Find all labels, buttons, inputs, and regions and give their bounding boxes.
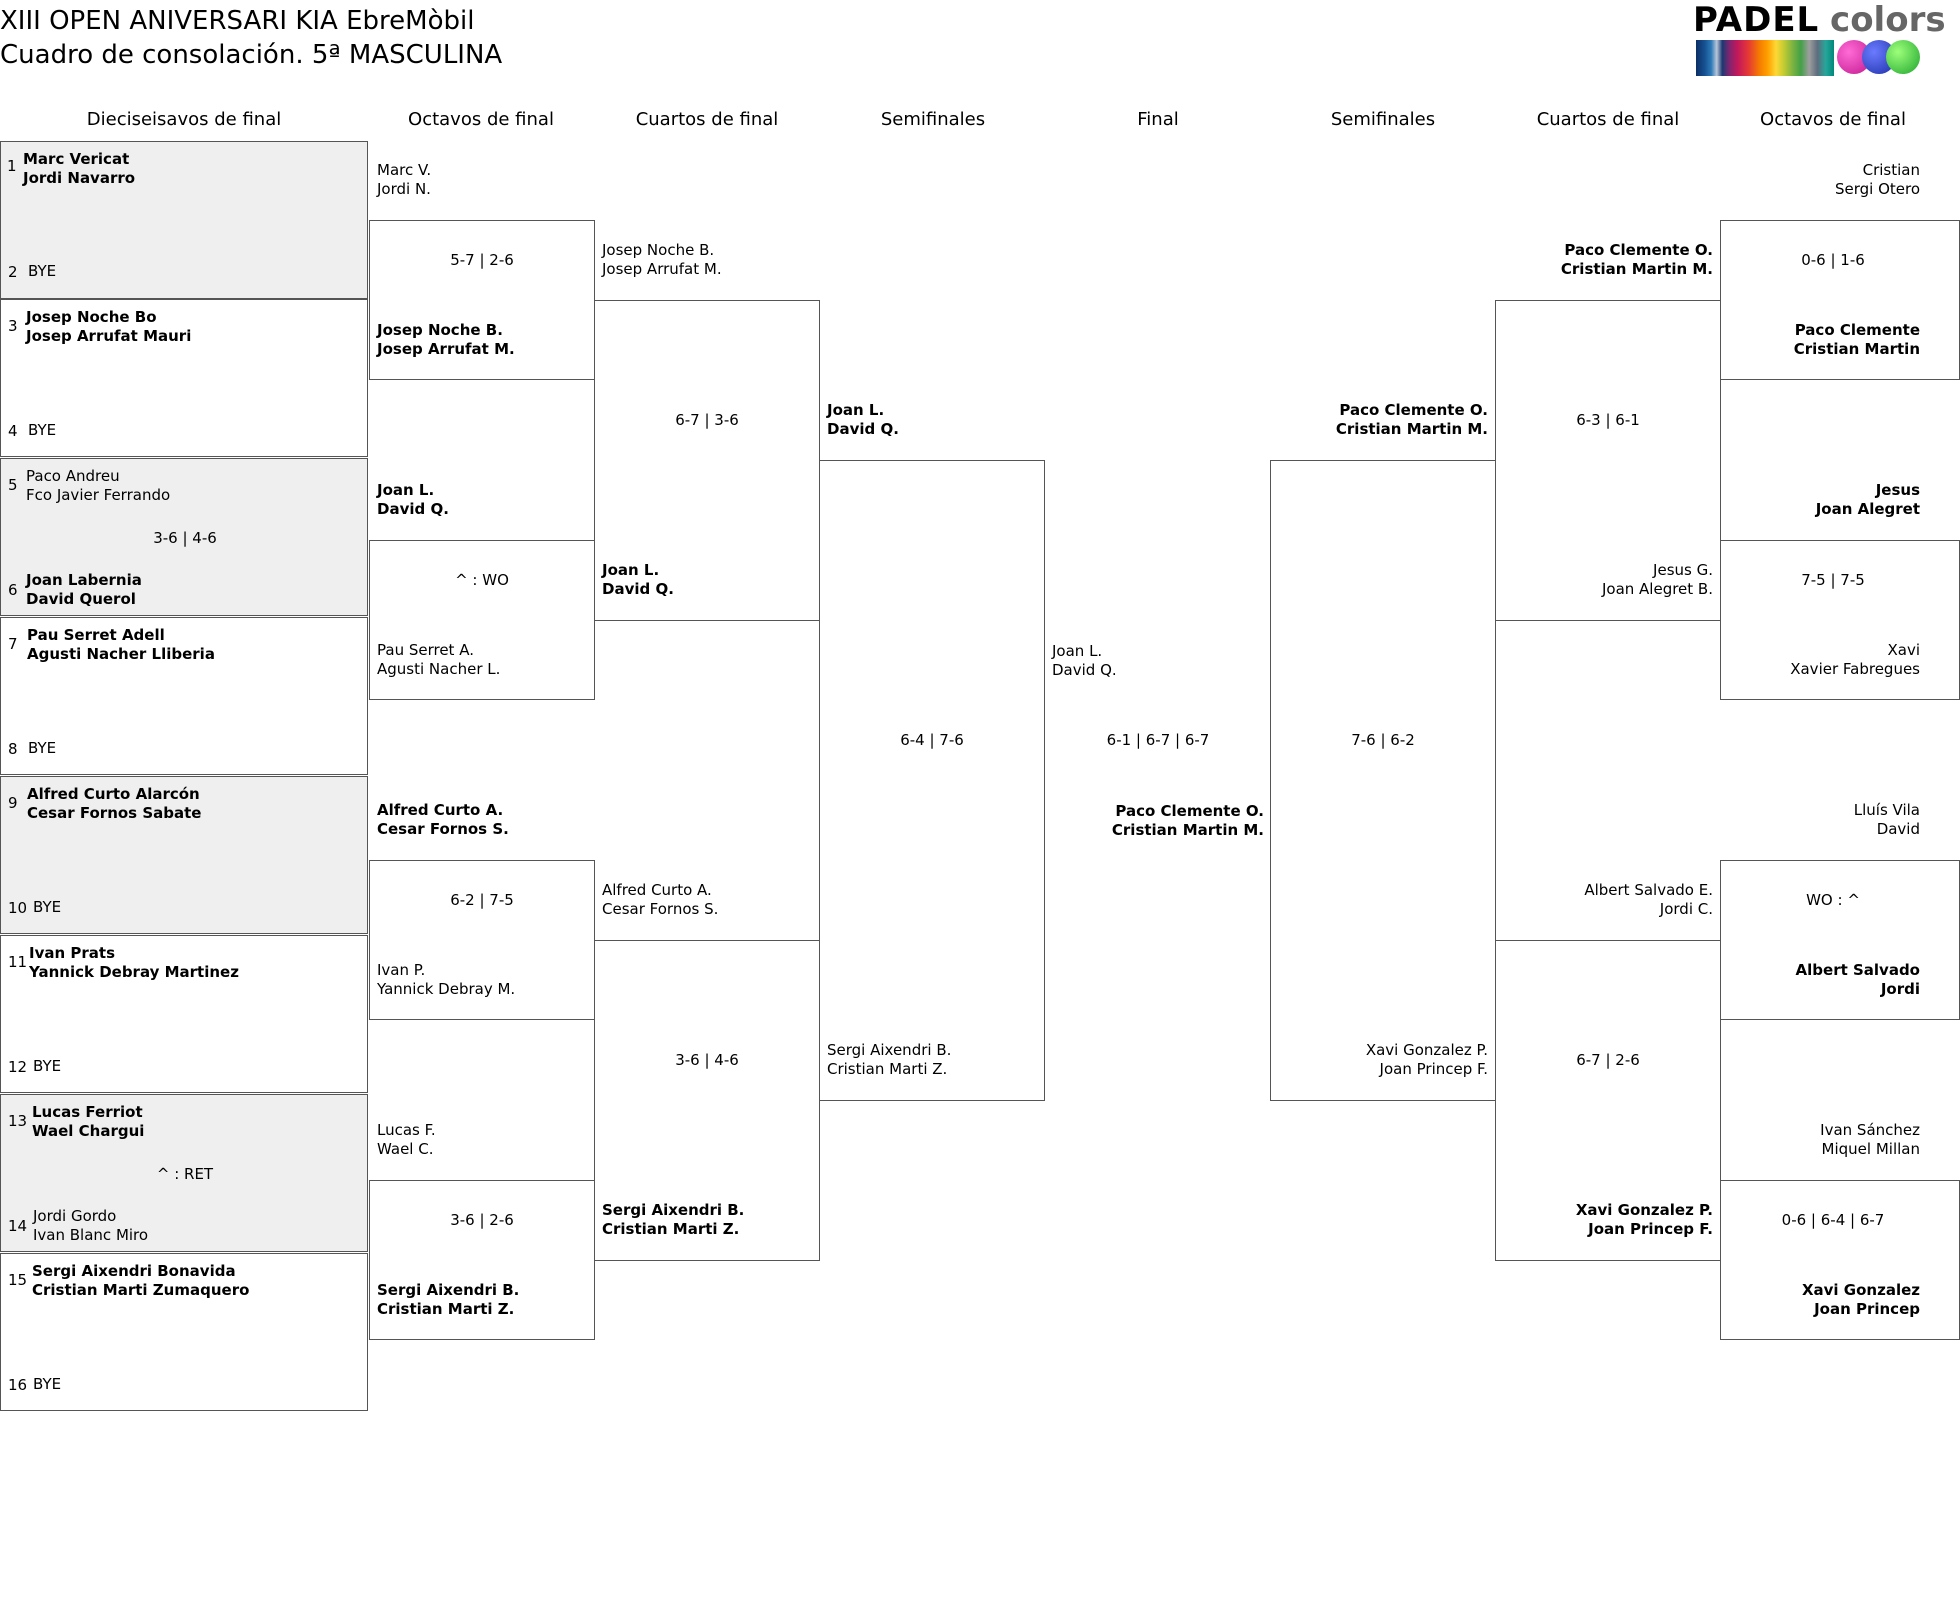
- round-header-sf-right: Semifinales: [1330, 109, 1436, 130]
- round-header-sf-left: Semifinales: [880, 109, 986, 130]
- team-line: David Q.: [827, 420, 899, 438]
- seed-number: 12: [8, 1058, 28, 1076]
- player-name: Jordi Navarro: [23, 169, 136, 187]
- match-score: 3-6 | 4-6: [675, 1051, 739, 1069]
- r32-match-4: [0, 617, 368, 775]
- player-name: Ivan Prats: [29, 944, 115, 962]
- team-line: Ivan Sánchez: [1820, 1121, 1920, 1139]
- round-header-r16-right: Octavos de final: [1760, 109, 1906, 130]
- team-line: Lluís Vila: [1853, 801, 1920, 819]
- sf-right-bracket: [1270, 460, 1496, 1101]
- logo-word-colors: colors: [1830, 0, 1946, 40]
- seed-number: 11: [8, 953, 28, 971]
- seed-number: 9: [8, 794, 18, 812]
- sf-left-bracket: [819, 460, 1045, 1101]
- seed-number: 10: [8, 899, 28, 917]
- team-line: Sergi Aixendri B.: [827, 1041, 952, 1059]
- team-line: Jordi: [1880, 980, 1920, 998]
- team-line: Albert Salvado E.: [1584, 881, 1713, 899]
- r32-match-1: [0, 141, 368, 299]
- match-score: 3-6 | 4-6: [153, 529, 217, 547]
- team-line: Xavi Gonzalez P.: [1365, 1041, 1488, 1059]
- match-score: 7-5 | 7-5: [1801, 571, 1865, 589]
- seed-number: 4: [8, 422, 18, 440]
- team-line: Xavier Fabregues: [1790, 660, 1920, 678]
- player-name: Marc Vericat: [23, 150, 130, 168]
- team-line: Cristian Martin M.: [1111, 821, 1264, 839]
- seed-number: 1: [7, 157, 17, 175]
- match-score: ^ : WO: [455, 571, 509, 589]
- team-line: Joan L.: [1052, 642, 1103, 660]
- team-line: Jordi C.: [1659, 900, 1713, 918]
- round-header-qf-right: Cuartos de final: [1536, 109, 1680, 130]
- team-line: Cesar Fornos S.: [377, 820, 509, 838]
- player-name: Jordi Gordo: [33, 1207, 117, 1225]
- team-line: Miquel Millan: [1821, 1140, 1920, 1158]
- r16-right-match-3-bracket: [1720, 860, 1960, 1020]
- team-line: Cristian Martin M.: [1560, 260, 1713, 278]
- r32-match-2: [0, 299, 368, 457]
- team-line: Cristian Marti Z.: [377, 1300, 515, 1318]
- seed-number: 14: [8, 1217, 28, 1235]
- team-line: Yannick Debray M.: [377, 980, 516, 998]
- match-score: 7-6 | 6-2: [1351, 731, 1415, 749]
- player-name: Agusti Nacher Lliberia: [27, 645, 215, 663]
- round-header-r32: Dieciseisavos de final: [86, 109, 282, 130]
- team-line: Pau Serret A.: [377, 641, 474, 659]
- team-line: Jesus: [1875, 481, 1920, 499]
- team-line: Josep Arrufat M.: [377, 340, 515, 358]
- player-name: Ivan Blanc Miro: [33, 1226, 149, 1244]
- team-line: Sergi Otero: [1834, 180, 1920, 198]
- player-name: Joan Labernia: [26, 571, 142, 589]
- final-score: 6-1 | 6-7 | 6-7: [1106, 731, 1210, 749]
- team-line: Joan Princep F.: [1588, 1220, 1713, 1238]
- team-line: Paco Clemente: [1794, 321, 1920, 339]
- padel-colors-logo: [1693, 0, 1946, 40]
- team-line: Jesus G.: [1653, 561, 1713, 579]
- round-header-qf-left: Cuartos de final: [635, 109, 779, 130]
- team-line: David Q.: [377, 500, 449, 518]
- team-line: Joan L.: [602, 561, 660, 579]
- match-score: 0-6 | 6-4 | 6-7: [1781, 1211, 1885, 1229]
- team-line: Cristian Marti Z.: [602, 1220, 740, 1238]
- team-line: Joan Alegret: [1815, 500, 1920, 518]
- player-name: Lucas Ferriot: [32, 1103, 143, 1121]
- player-name: Cesar Fornos Sabate: [27, 804, 202, 822]
- player-name: Josep Noche Bo: [26, 308, 157, 326]
- match-score: WO : ^: [1806, 891, 1860, 909]
- player-name: Sergi Aixendri Bonavida: [32, 1262, 236, 1280]
- team-line: Josep Noche B.: [377, 321, 503, 339]
- team-line: Cristian Martin M.: [1335, 420, 1488, 438]
- r32-match-3: [0, 458, 368, 616]
- team-line: Cesar Fornos S.: [602, 900, 719, 918]
- player-name: Yannick Debray Martinez: [29, 963, 239, 981]
- match-score: ^ : RET: [156, 1165, 214, 1183]
- team-line: Ivan P.: [377, 961, 426, 979]
- team-line: Wael C.: [377, 1140, 434, 1158]
- team-line: Josep Noche B.: [602, 241, 715, 259]
- player-name: David Querol: [26, 590, 136, 608]
- ball-icon: [1886, 40, 1920, 74]
- team-line: Lucas F.: [377, 1121, 436, 1139]
- seed-number: 3: [8, 317, 18, 335]
- team-line: Alfred Curto A.: [377, 801, 504, 819]
- team-line: David Q.: [602, 580, 674, 598]
- team-line: Xavi: [1887, 641, 1920, 659]
- seed-number: 15: [8, 1271, 28, 1289]
- team-line: Cristian Marti Z.: [827, 1060, 948, 1078]
- team-line: Joan Princep F.: [1379, 1060, 1488, 1078]
- team-line: Agusti Nacher L.: [377, 660, 501, 678]
- match-score: 3-6 | 2-6: [450, 1211, 514, 1229]
- team-line: Alfred Curto A.: [602, 881, 712, 899]
- team-line: Xavi Gonzalez: [1801, 1281, 1920, 1299]
- team-line: Joan L.: [377, 481, 435, 499]
- logo-word-padel: PADEL: [1693, 0, 1820, 40]
- seed-number: 16: [8, 1376, 28, 1394]
- team-line: Albert Salvado: [1795, 961, 1920, 979]
- r32-match-5: [0, 776, 368, 934]
- match-score: 6-7 | 2-6: [1576, 1051, 1640, 1069]
- seed-number: 6: [8, 581, 18, 599]
- player-name: Fco Javier Ferrando: [26, 486, 171, 504]
- team-line: Joan Princep: [1814, 1300, 1920, 1318]
- team-line: Josep Arrufat M.: [602, 260, 722, 278]
- match-score: 6-4 | 7-6: [900, 731, 964, 749]
- seed-number: 5: [8, 476, 18, 494]
- round-header-r16-left: Octavos de final: [408, 109, 554, 130]
- player-name: BYE: [28, 262, 57, 280]
- player-name: BYE: [33, 898, 62, 916]
- team-line: Xavi Gonzalez P.: [1575, 1201, 1713, 1219]
- seed-number: 2: [8, 263, 18, 281]
- player-name: BYE: [33, 1057, 62, 1075]
- team-line: Sergi Aixendri B.: [602, 1201, 745, 1219]
- match-score: 0-6 | 1-6: [1801, 251, 1865, 269]
- seed-number: 7: [8, 635, 18, 653]
- player-name: Josep Arrufat Mauri: [26, 327, 192, 345]
- team-line: Paco Clemente O.: [1339, 401, 1488, 419]
- match-score: 5-7 | 2-6: [450, 251, 514, 269]
- team-line: Cristian: [1862, 161, 1920, 179]
- r32-match-8: [0, 1253, 368, 1411]
- seed-number: 13: [8, 1112, 28, 1130]
- team-line: Paco Clemente O.: [1564, 241, 1713, 259]
- r32-match-7: [0, 1094, 368, 1252]
- team-line: Sergi Aixendri B.: [377, 1281, 520, 1299]
- r32-match-6: [0, 935, 368, 1093]
- round-header-final: Final: [1137, 109, 1179, 130]
- player-name: BYE: [28, 421, 57, 439]
- team-line: Joan L.: [827, 401, 885, 419]
- team-line: Joan Alegret B.: [1601, 580, 1713, 598]
- team-line: David: [1876, 820, 1920, 838]
- player-name: Alfred Curto Alarcón: [27, 785, 200, 803]
- team-line: David Q.: [1052, 661, 1117, 679]
- player-name: Cristian Marti Zumaquero: [32, 1281, 250, 1299]
- team-line: Cristian Martin: [1793, 340, 1920, 358]
- team-line: Jordi N.: [377, 180, 431, 198]
- player-name: Wael Chargui: [32, 1122, 145, 1140]
- match-score: 6-2 | 7-5: [450, 891, 514, 909]
- seed-number: 8: [8, 740, 18, 758]
- match-score: 6-3 | 6-1: [1576, 411, 1640, 429]
- player-name: BYE: [33, 1375, 62, 1393]
- match-score: 6-7 | 3-6: [675, 411, 739, 429]
- logo-stripes-icon: [1696, 40, 1834, 76]
- player-name: Paco Andreu: [26, 467, 120, 485]
- team-line: Paco Clemente O.: [1115, 802, 1264, 820]
- team-line: Marc V.: [377, 161, 432, 179]
- page-subtitle: Cuadro de consolación. 5ª MASCULINA: [0, 40, 503, 70]
- player-name: Pau Serret Adell: [27, 626, 165, 644]
- player-name: BYE: [28, 739, 57, 757]
- page-title: XIII OPEN ANIVERSARI KIA EbreMòbil: [0, 6, 475, 36]
